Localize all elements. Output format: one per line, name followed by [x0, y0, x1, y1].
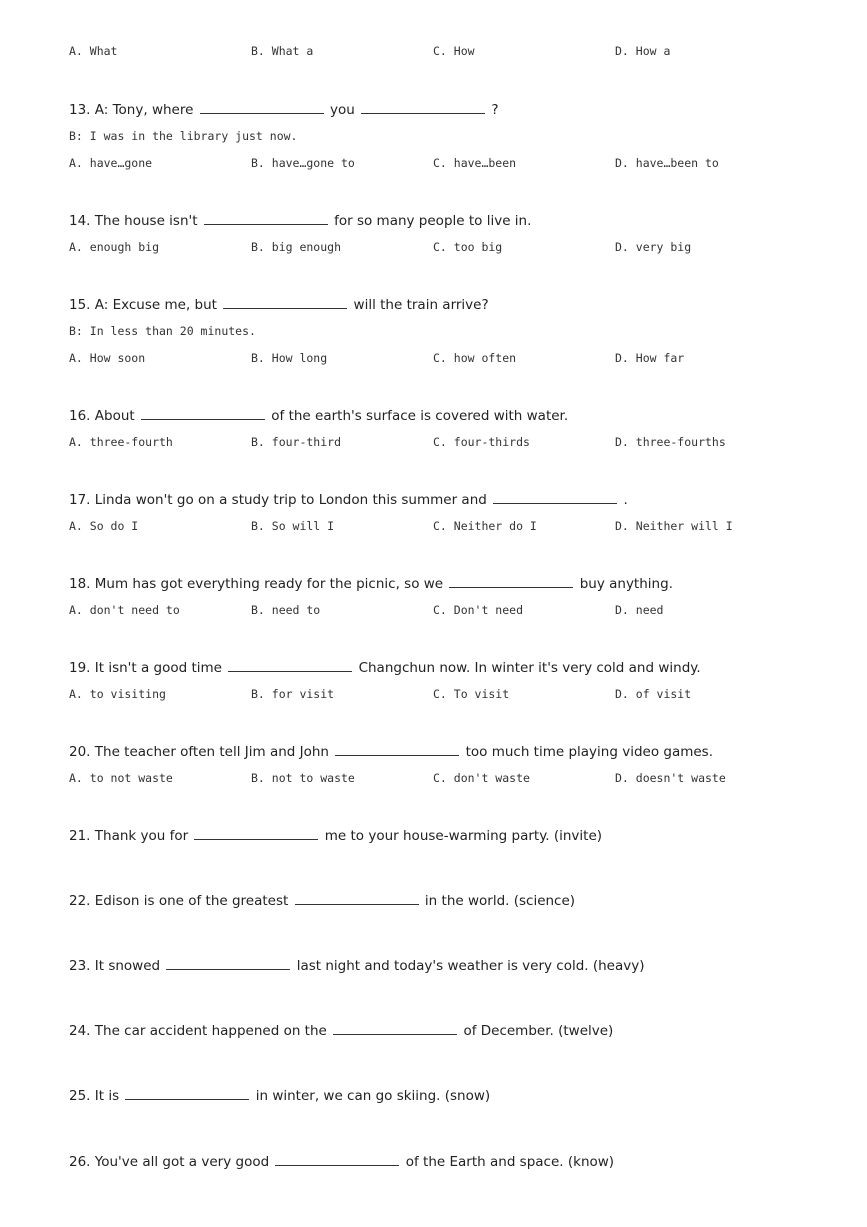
option-a[interactable]: A. What	[69, 44, 118, 58]
option-b[interactable]: B. How long	[251, 351, 328, 365]
question-20	[0, 741, 867, 761]
question-text: 26. You've all got a very good of the Earth and space. (know)	[69, 1151, 614, 1171]
question-text: 15. A: Excuse me, but will the train arrive?	[69, 294, 489, 314]
dialogue-response: B: I was in the library just now.	[69, 129, 298, 143]
question-15	[0, 294, 867, 314]
question-17-options	[0, 518, 867, 538]
option-c[interactable]: C. have…been	[433, 156, 517, 170]
question-text: 22. Edison is one of the greatest in the world. (science)	[69, 890, 575, 910]
answer-blank[interactable]	[125, 1085, 249, 1100]
option-d[interactable]: D. How a	[615, 44, 671, 58]
answer-blank[interactable]	[493, 489, 617, 504]
question-25	[0, 1085, 867, 1105]
option-d[interactable]: D. very big	[615, 240, 692, 254]
question-21	[0, 825, 867, 845]
question-text: 13. A: Tony, where you ?	[69, 99, 499, 119]
option-d[interactable]: D. doesn't waste	[615, 771, 726, 785]
question-text: 17. Linda won't go on a study trip to London this summer and .	[69, 489, 628, 509]
option-c[interactable]: C. four-thirds	[433, 435, 530, 449]
answer-blank[interactable]	[141, 405, 265, 420]
option-d[interactable]: D. Neither will I	[615, 519, 733, 533]
option-a[interactable]: A. So do I	[69, 519, 139, 533]
option-c[interactable]: C. To visit	[433, 687, 510, 701]
question-18	[0, 573, 867, 593]
option-a[interactable]: A. to not waste	[69, 771, 173, 785]
question-17	[0, 489, 867, 509]
option-a[interactable]: A. enough big	[69, 240, 160, 254]
option-b[interactable]: B. not to waste	[251, 771, 355, 785]
answer-blank[interactable]	[194, 825, 318, 840]
question-text: 21. Thank you for me to your house-warming party. (invite)	[69, 825, 602, 845]
answer-blank[interactable]	[361, 99, 485, 114]
answer-blank[interactable]	[335, 741, 459, 756]
question-12-options	[0, 43, 867, 63]
option-d[interactable]: D. three-fourths	[615, 435, 726, 449]
question-text: 25. It is in winter, we can go skiing. (snow)	[69, 1085, 490, 1105]
question-16-options	[0, 434, 867, 454]
question-text: 19. It isn't a good time Changchun now. In winter it's very cold and windy.	[69, 657, 701, 677]
question-20-options	[0, 770, 867, 790]
question-text: 18. Mum has got everything ready for the picnic, so we buy anything.	[69, 573, 673, 593]
question-19	[0, 657, 867, 677]
answer-blank[interactable]	[166, 955, 290, 970]
option-a[interactable]: A. don't need to	[69, 603, 180, 617]
option-d[interactable]: D. need	[615, 603, 664, 617]
option-a[interactable]: A. three-fourth	[69, 435, 173, 449]
question-text: 24. The car accident happened on the of December. (twelve)	[69, 1020, 613, 1040]
option-b[interactable]: B. have…gone to	[251, 156, 355, 170]
option-c[interactable]: C. how often	[433, 351, 517, 365]
question-13	[0, 99, 867, 119]
question-16	[0, 405, 867, 425]
question-24	[0, 1020, 867, 1040]
option-b[interactable]: B. big enough	[251, 240, 342, 254]
dialogue-response: B: In less than 20 minutes.	[69, 324, 256, 338]
option-a[interactable]: A. to visiting	[69, 687, 166, 701]
question-18-options	[0, 602, 867, 622]
question-15-options	[0, 350, 867, 370]
option-c[interactable]: C. How	[433, 44, 475, 58]
question-26	[0, 1151, 867, 1171]
question-text: 20. The teacher often tell Jim and John too much time playing video games.	[69, 741, 713, 761]
option-b[interactable]: B. for visit	[251, 687, 335, 701]
question-13-response	[0, 128, 867, 148]
option-b[interactable]: B. four-third	[251, 435, 342, 449]
question-22	[0, 890, 867, 910]
option-c[interactable]: C. don't waste	[433, 771, 530, 785]
question-text: 23. It snowed last night and today's weather is very cold. (heavy)	[69, 955, 645, 975]
question-text: 16. About of the earth's surface is covered with water.	[69, 405, 568, 425]
answer-blank[interactable]	[204, 210, 328, 225]
option-c[interactable]: C. Don't need	[433, 603, 524, 617]
question-13-options	[0, 155, 867, 175]
answer-blank[interactable]	[200, 99, 324, 114]
answer-blank[interactable]	[295, 890, 419, 905]
answer-blank[interactable]	[275, 1151, 399, 1166]
question-14-options	[0, 239, 867, 259]
answer-blank[interactable]	[223, 294, 347, 309]
option-a[interactable]: A. How soon	[69, 351, 146, 365]
option-a[interactable]: A. have…gone	[69, 156, 153, 170]
option-d[interactable]: D. of visit	[615, 687, 692, 701]
question-15-response	[0, 323, 867, 343]
option-c[interactable]: C. Neither do I	[433, 519, 537, 533]
option-d[interactable]: D. How far	[615, 351, 685, 365]
answer-blank[interactable]	[333, 1020, 457, 1035]
option-b[interactable]: B. need to	[251, 603, 321, 617]
question-14	[0, 210, 867, 230]
option-c[interactable]: C. too big	[433, 240, 503, 254]
answer-blank[interactable]	[449, 573, 573, 588]
question-23	[0, 955, 867, 975]
question-19-options	[0, 686, 867, 706]
option-b[interactable]: B. What a	[251, 44, 314, 58]
option-b[interactable]: B. So will I	[251, 519, 335, 533]
answer-blank[interactable]	[228, 657, 352, 672]
question-text: 14. The house isn't for so many people to live in.	[69, 210, 531, 230]
option-d[interactable]: D. have…been to	[615, 156, 719, 170]
